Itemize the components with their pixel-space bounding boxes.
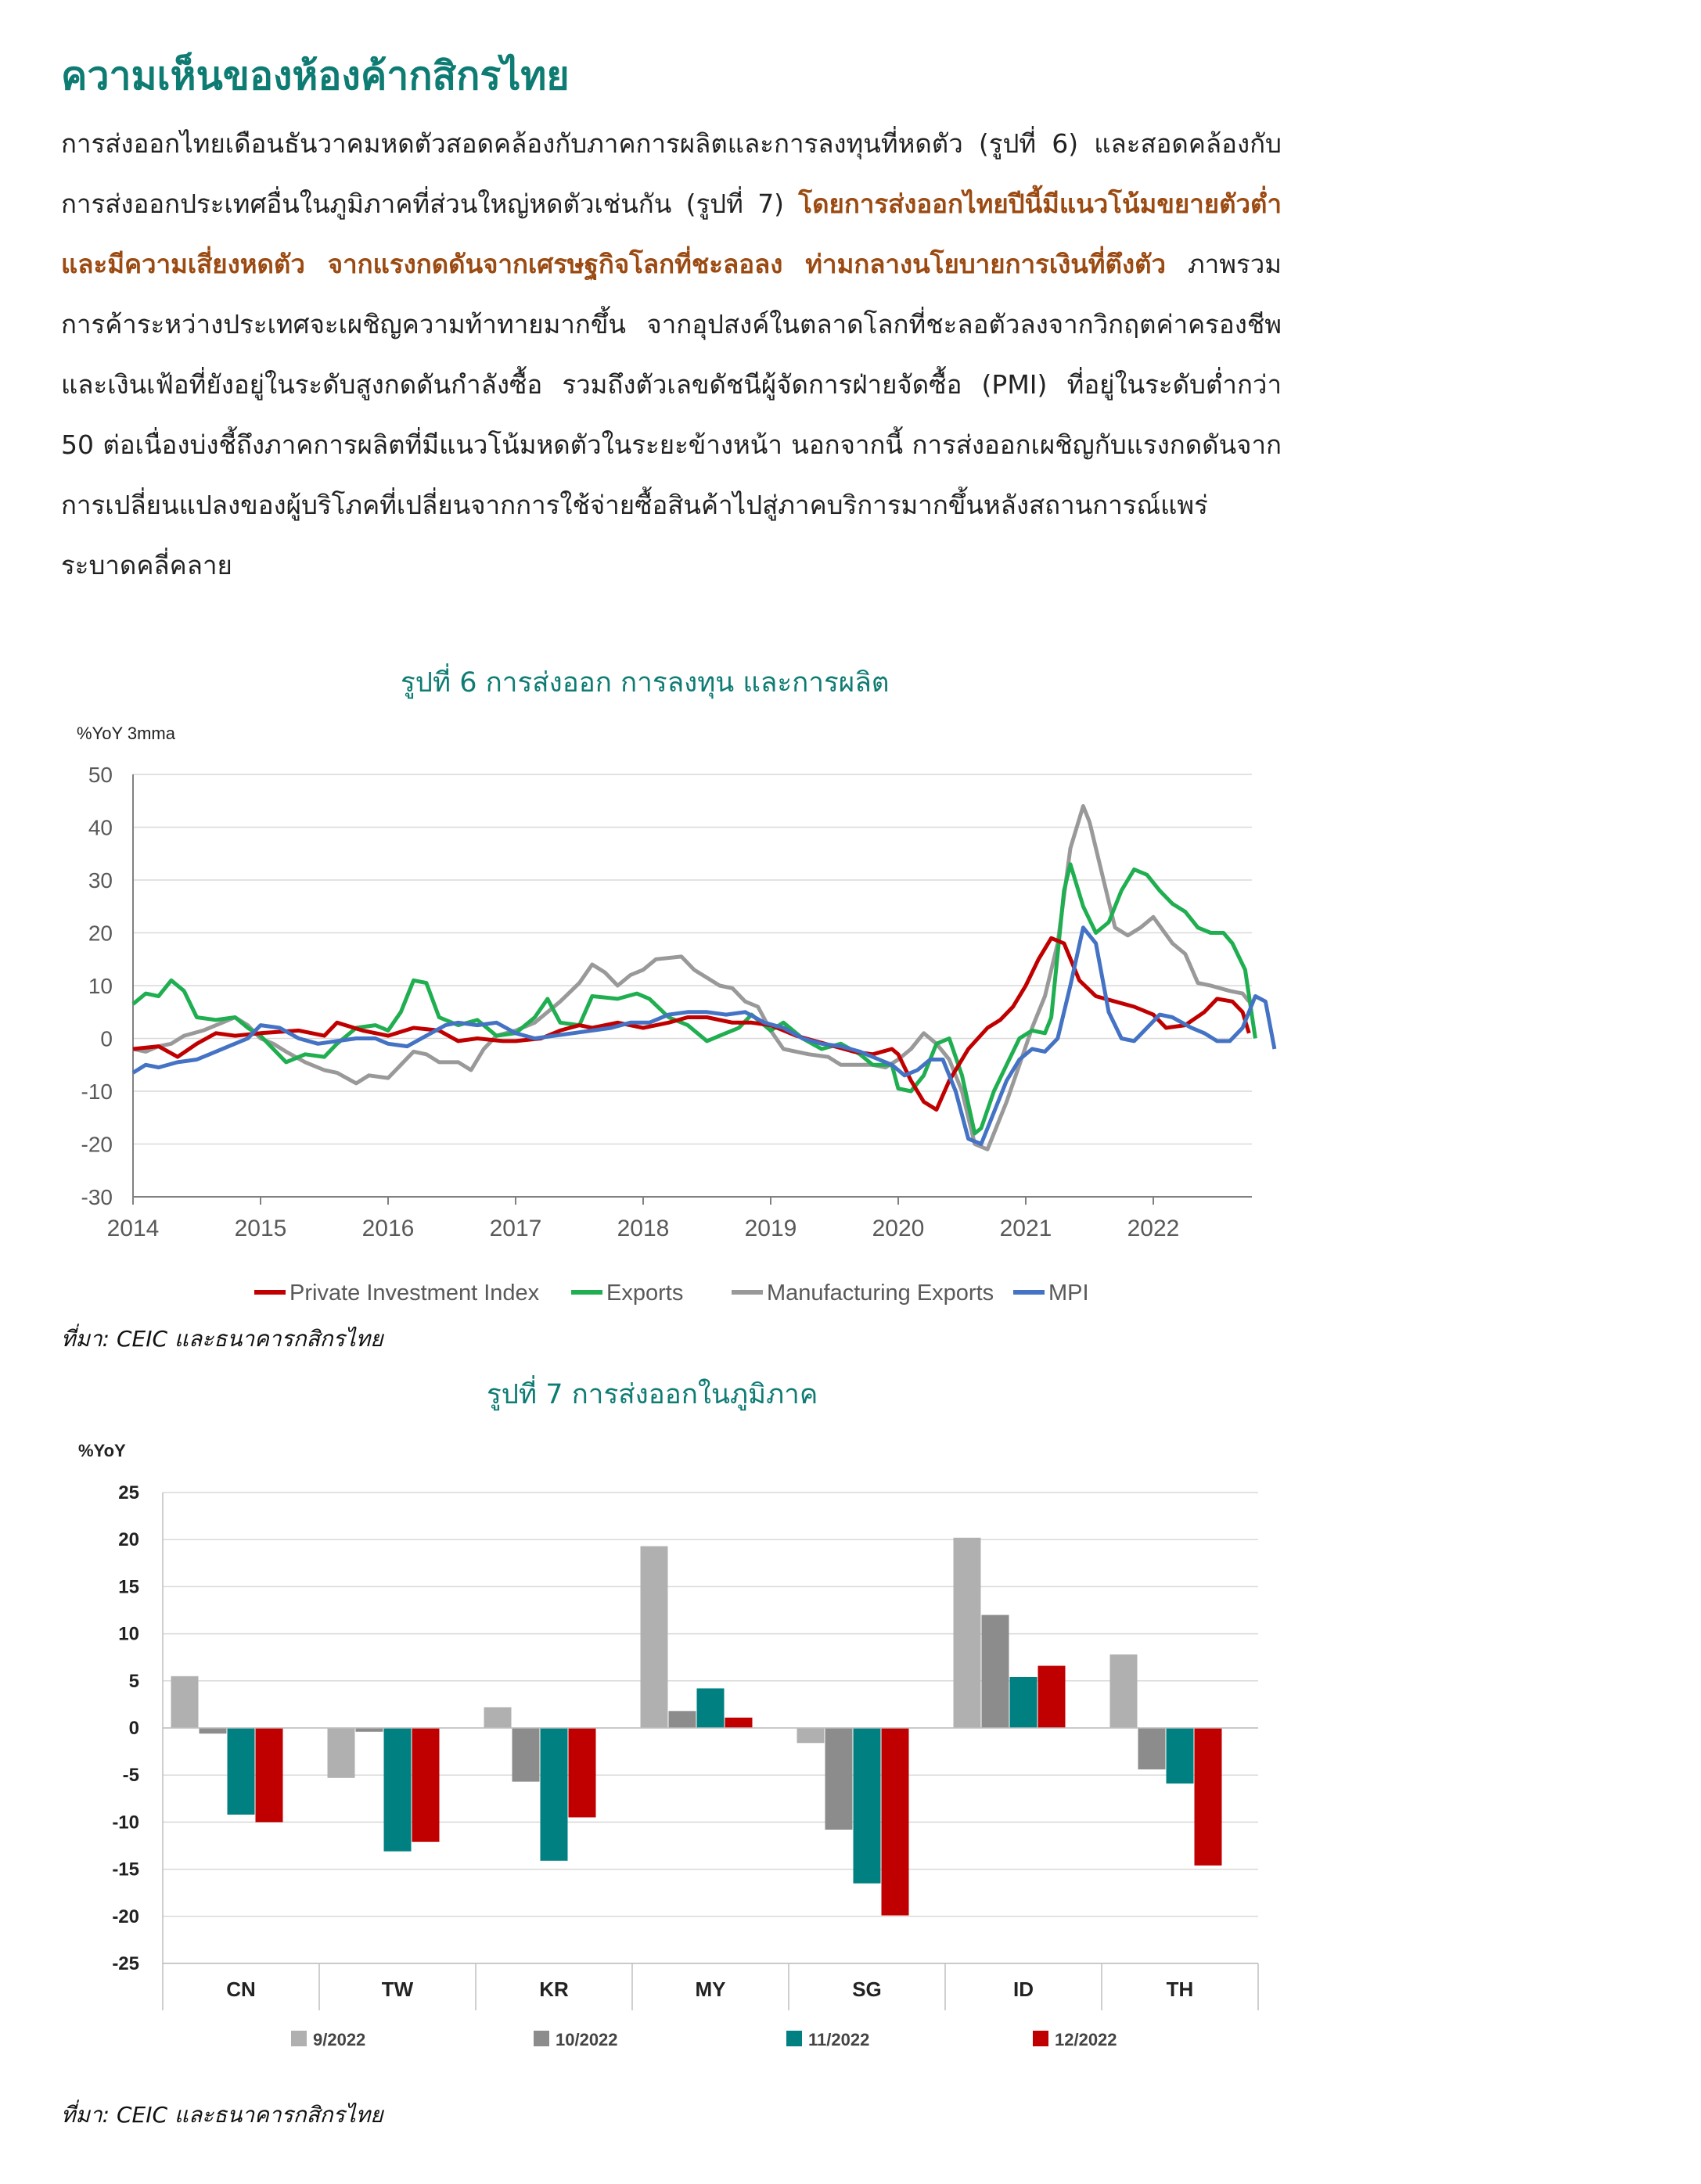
series-line-mpi [133,928,1275,1144]
figure-6-title: รูปที่ 6 การส่งออก การลงทุน และการผลิต [401,667,890,699]
bar-cn-12-2022 [256,1728,283,1822]
y-tick-label: 15 [118,1576,139,1598]
category-label: MY [695,1977,726,2001]
series-line-exports [133,864,1255,1133]
bar-id-10-2022 [982,1615,1009,1728]
bar-my-10-2022 [669,1711,696,1728]
legend-label-manufacturing-exports: Manufacturing Exports [767,1281,994,1306]
bar-kr-11-2022 [541,1728,568,1861]
y-tick-label: 25 [118,1482,139,1503]
y-tick-label: -25 [112,1953,139,1974]
y-tick-label: 20 [88,921,113,946]
legend-swatch-11-2022 [786,2031,802,2046]
x-tick-label: 2019 [744,1216,797,1241]
bar-sg-9-2022 [797,1728,825,1743]
legend-label-11-2022: 11/2022 [808,2030,870,2049]
x-tick-label: 2022 [1127,1216,1180,1241]
category-label: CN [226,1977,256,2001]
y-tick-label: 10 [118,1623,139,1645]
bar-sg-11-2022 [854,1728,881,1884]
bar-my-9-2022 [641,1546,668,1728]
legend-label-exports: Exports [606,1281,684,1306]
line-chart [47,704,1377,1361]
figure-6-source: ที่มา: CEIC และธนาคารกสิกรไทย [61,1326,383,1352]
x-tick-label: 2017 [489,1216,542,1241]
legend-label-9-2022: 9/2022 [313,2030,366,2049]
bar-sg-12-2022 [882,1728,909,1916]
figure-7-source: ที่มา: CEIC และธนาคารกสิกรไทย [61,2102,383,2128]
category-label: TW [381,1977,414,2001]
y-tick-label: 0 [100,1026,113,1051]
y-axis-label: %YoY 3mma [77,724,175,743]
bar-cn-9-2022 [171,1676,199,1728]
category-label: KR [539,1977,569,2001]
bar-th-9-2022 [1110,1654,1138,1728]
x-tick-label: 2018 [617,1216,670,1241]
y-tick-label: -30 [81,1185,113,1209]
bar-my-11-2022 [697,1688,725,1728]
x-tick-label: 2015 [234,1216,287,1241]
y-tick-label: 10 [88,974,113,998]
bar-tw-9-2022 [328,1728,355,1778]
legend-swatch-10-2022 [534,2031,549,2046]
y-tick-label: 50 [88,763,113,787]
paragraph-highlight: โดยการส่งออกไทยปีนี้มีแนวโน้มขยายตัวต่ำ และมีความเสี่ยงหดตัว จากแรงกดดันจากเศรษฐกิจโลกที่ชะลอลง ท่ามกลางนโยบายการเงินที่ตึงตัว [61,189,1282,279]
x-tick-label: 2020 [872,1216,925,1241]
legend-label-mpi: MPI [1048,1281,1089,1306]
legend-label-12-2022: 12/2022 [1055,2030,1117,2049]
bar-cn-10-2022 [200,1728,227,1733]
y-tick-label: -20 [81,1132,113,1157]
y-tick-label: -5 [122,1765,139,1787]
y-tick-label: -20 [112,1906,139,1927]
category-label: ID [1013,1977,1034,2001]
figure-7-title: รูปที่ 7 การส่งออกในภูมิภาค [487,1379,818,1410]
x-tick-label: 2021 [999,1216,1052,1241]
legend-swatch-9-2022 [291,2031,307,2046]
x-tick-label: 2014 [106,1216,160,1241]
bar-cn-11-2022 [228,1728,255,1815]
series-line-manufacturing-exports [133,806,1249,1150]
page-title: ความเห็นของห้องค้ากสิกรไทย [61,53,570,99]
legend-label-private-investment-index: Private Investment Index [289,1281,540,1306]
y-tick-label: -10 [81,1079,113,1104]
paragraph-text-1: การส่งออกไทยเดือนธันวาคมหดตัวสอดคล้องกับภาคการผลิตและการลงทุนที่หดตัว (รูปที่ 6) และสอดคล้องกับการส่งออกประเทศอื่นในภูมิภาคที่ส่วนใหญ่หดตัวเช่นกัน (รูปที่ 7) [61,128,1282,219]
category-label: TH [1166,1977,1194,2001]
bar-id-11-2022 [1010,1677,1038,1728]
legend-label-10-2022: 10/2022 [556,2030,618,2049]
y-tick-label: 5 [128,1670,139,1692]
bar-kr-12-2022 [569,1728,596,1817]
paragraph-text-2: ภาพรวมการค้าระหว่างประเทศจะเผชิญความท้าทายมากขึ้น จากอุปสงค์ในตลาดโลกที่ชะลอตัวลงจากวิกฤตค่าครองชีพและเงินเฟ้อที่ยังอยู่ในระดับสูงกดดันกำลังซื้อ รวมถึงตัวเลขดัชนีผู้จัดการฝ่ายจัดซื้อ (PMI) ที่อยู่ในระดับต่ำกว่า 50 ต่อเนื่องบ่งชี้ถึงภาคการผลิตที่มีแนวโน้มหดตัวในระยะข้างหน้า นอกจากนี้ การส่งออกเผชิญกับแรงกดดันจากการเปลี่ยนแปลงของผู้บริโภคที่เปลี่ยนจากการใช้จ่ายซื้อสินค้าไปสู่ภาคบริการมากขึ้นหลังสถานการณ์แพร่ระบาดคลี่คลาย [61,249,1282,580]
bar-sg-10-2022 [825,1728,853,1830]
y-tick-label: -15 [112,1859,139,1880]
legend-swatch-12-2022 [1033,2031,1048,2046]
bar-th-11-2022 [1167,1728,1194,1783]
bar-id-12-2022 [1038,1666,1066,1728]
bar-kr-10-2022 [512,1728,540,1782]
y-tick-label: 30 [88,868,113,893]
y-tick-label: -10 [112,1812,139,1834]
bar-kr-9-2022 [484,1708,512,1728]
y-axis-label: %YoY [78,1441,126,1460]
x-tick-label: 2016 [361,1216,415,1241]
y-tick-label: 40 [88,815,113,840]
y-tick-label: 20 [118,1529,139,1551]
bar-tw-12-2022 [412,1728,440,1842]
commentary-paragraph [61,113,1282,595]
category-label: SG [852,1977,882,2001]
bar-chart [47,1416,1377,2057]
bar-id-9-2022 [954,1538,981,1728]
bar-tw-11-2022 [384,1728,412,1852]
bar-th-10-2022 [1138,1728,1166,1769]
y-tick-label: 0 [128,1718,139,1739]
bar-my-12-2022 [725,1718,753,1728]
bar-th-12-2022 [1195,1728,1222,1866]
